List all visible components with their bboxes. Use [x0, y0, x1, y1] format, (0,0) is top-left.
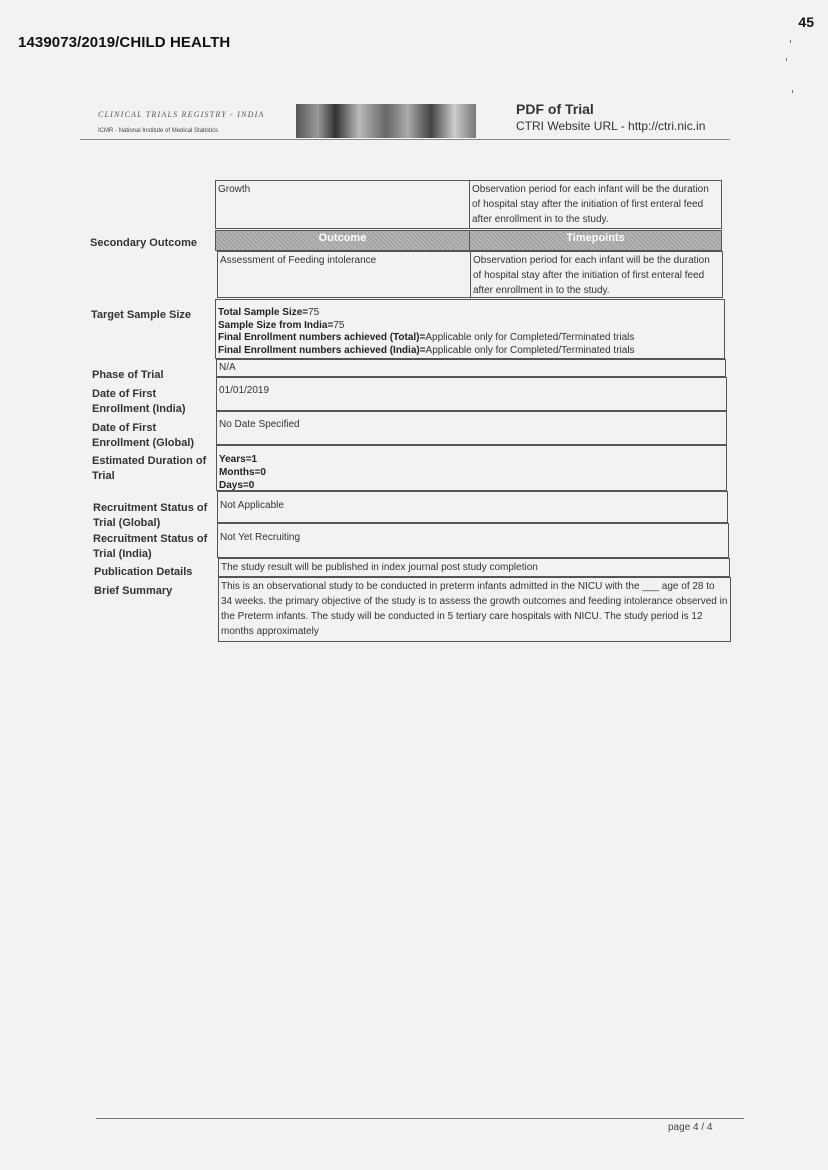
- duration-years: Years=1: [219, 454, 258, 465]
- primary-timepoint-value: Observation period for each infant will be the duration of hospital stay after the initiation of first enteral feed after enrollment in to the study.: [472, 184, 709, 225]
- label-line: Trial: [92, 470, 115, 482]
- final-total-label: Final Enrollment numbers achieved (Total)=: [218, 332, 426, 343]
- publication-cell: [218, 558, 730, 577]
- brief-summary-cell: [218, 577, 731, 642]
- timepoints-column-header: [469, 230, 722, 251]
- secondary-outcome-value: Assessment of Feeding intolerance: [220, 255, 377, 266]
- recruitment-india-value: Not Yet Recruiting: [220, 532, 301, 543]
- website-url: CTRI Website URL - http://ctri.nic.in: [516, 119, 706, 133]
- duration-label: [92, 454, 206, 484]
- total-sample-line: [218, 307, 722, 320]
- label-line: Recruitment Status of: [93, 502, 208, 514]
- first-enrollment-india-label: [92, 387, 186, 417]
- publication-label: Publication Details: [94, 566, 193, 578]
- total-sample-label: Total Sample Size=: [218, 307, 309, 318]
- label-line: Recruitment Status of: [93, 533, 208, 545]
- phase-cell: [216, 359, 726, 377]
- recruitment-global-label: [93, 501, 207, 531]
- first-enrollment-india-cell: [216, 377, 727, 411]
- final-india-line: [218, 345, 722, 358]
- target-sample-size-cell: [215, 299, 725, 359]
- final-india-label: Final Enrollment numbers achieved (India)=: [218, 344, 426, 356]
- registry-name: CLINICAL TRIALS REGISTRY - INDIA: [98, 110, 265, 119]
- india-sample-line: [218, 320, 722, 333]
- india-sample-label: Sample Size from India=: [218, 319, 334, 331]
- final-total-value: Applicable only for Completed/Terminated trials: [425, 332, 635, 343]
- recruitment-india-cell: [217, 523, 729, 558]
- primary-outcome-value: Growth: [218, 184, 251, 195]
- registry-org: ICMR - National Institute of Medical Statistics: [98, 128, 219, 134]
- target-sample-size-label: Target Sample Size: [91, 309, 192, 321]
- footer-page-number: page 4 / 4: [668, 1122, 713, 1133]
- file-reference: 1439073/2019/CHILD HEALTH: [18, 34, 231, 51]
- label-line: Trial (India): [93, 548, 152, 560]
- secondary-outcome-cell: [217, 251, 471, 298]
- first-enrollment-global-value: No Date Specified: [219, 419, 300, 430]
- label-line: Trial (Global): [93, 517, 161, 529]
- primary-outcome-cell: [215, 180, 470, 229]
- label-line: Estimated Duration of: [92, 455, 207, 467]
- duration-days: Days=0: [219, 480, 255, 491]
- outcome-header-text: Outcome: [318, 232, 367, 244]
- label-line: Date of First: [92, 388, 157, 400]
- timepoints-header-text: Timepoints: [566, 232, 625, 244]
- outcome-column-header: [215, 230, 470, 251]
- final-india-value: Applicable only for Completed/Terminated trials: [425, 344, 635, 356]
- phase-value: N/A: [219, 362, 236, 373]
- scan-mark: [786, 58, 787, 61]
- duration-cell: [216, 445, 727, 491]
- brief-summary-label: Brief Summary: [94, 585, 173, 597]
- footer-divider: [96, 1118, 744, 1119]
- brief-summary-value: This is an observational study to be conducted in preterm infants admitted in the NICU with the ___ age of 28 to 34 weeks. the primary objective of the study is to assess the growth outcomes and feeding intolerance observed in the Preterm infants. The study will be conducted in 5 tertiary care hospitals with NICU. The study period is 12 months approximately: [221, 581, 728, 637]
- secondary-outcome-label: Secondary Outcome: [90, 237, 197, 249]
- pdf-title: PDF of Trial: [516, 101, 594, 117]
- phase-label: Phase of Trial: [92, 369, 164, 381]
- label-line: Enrollment (India): [92, 403, 186, 415]
- scan-mark: [790, 40, 791, 43]
- first-enrollment-global-label: [92, 421, 194, 451]
- header-divider: [80, 139, 730, 140]
- secondary-timepoint-cell: [470, 251, 723, 298]
- publication-value: The study result will be published in index journal post study completion: [221, 562, 538, 573]
- india-sample-value: 75: [333, 319, 345, 331]
- final-total-line: [218, 332, 722, 345]
- recruitment-global-cell: [217, 491, 728, 523]
- label-line: Date of First: [92, 422, 157, 434]
- total-sample-value: 75: [308, 307, 320, 318]
- first-enrollment-global-cell: [216, 411, 727, 445]
- duration-months: Months=0: [219, 467, 266, 478]
- recruitment-global-value: Not Applicable: [220, 500, 284, 511]
- scan-mark: [792, 90, 793, 93]
- recruitment-india-label: [93, 532, 207, 562]
- page-number-top: 45: [798, 14, 814, 30]
- label-line: Enrollment (Global): [92, 437, 195, 449]
- primary-timepoint-cell: [469, 180, 722, 229]
- secondary-timepoint-value: Observation period for each infant will be the duration of hospital stay after the initiation of first enteral feed after enrollment in to the study.: [473, 255, 710, 296]
- registry-banner-image: [296, 104, 476, 138]
- first-enrollment-india-value: 01/01/2019: [219, 385, 270, 396]
